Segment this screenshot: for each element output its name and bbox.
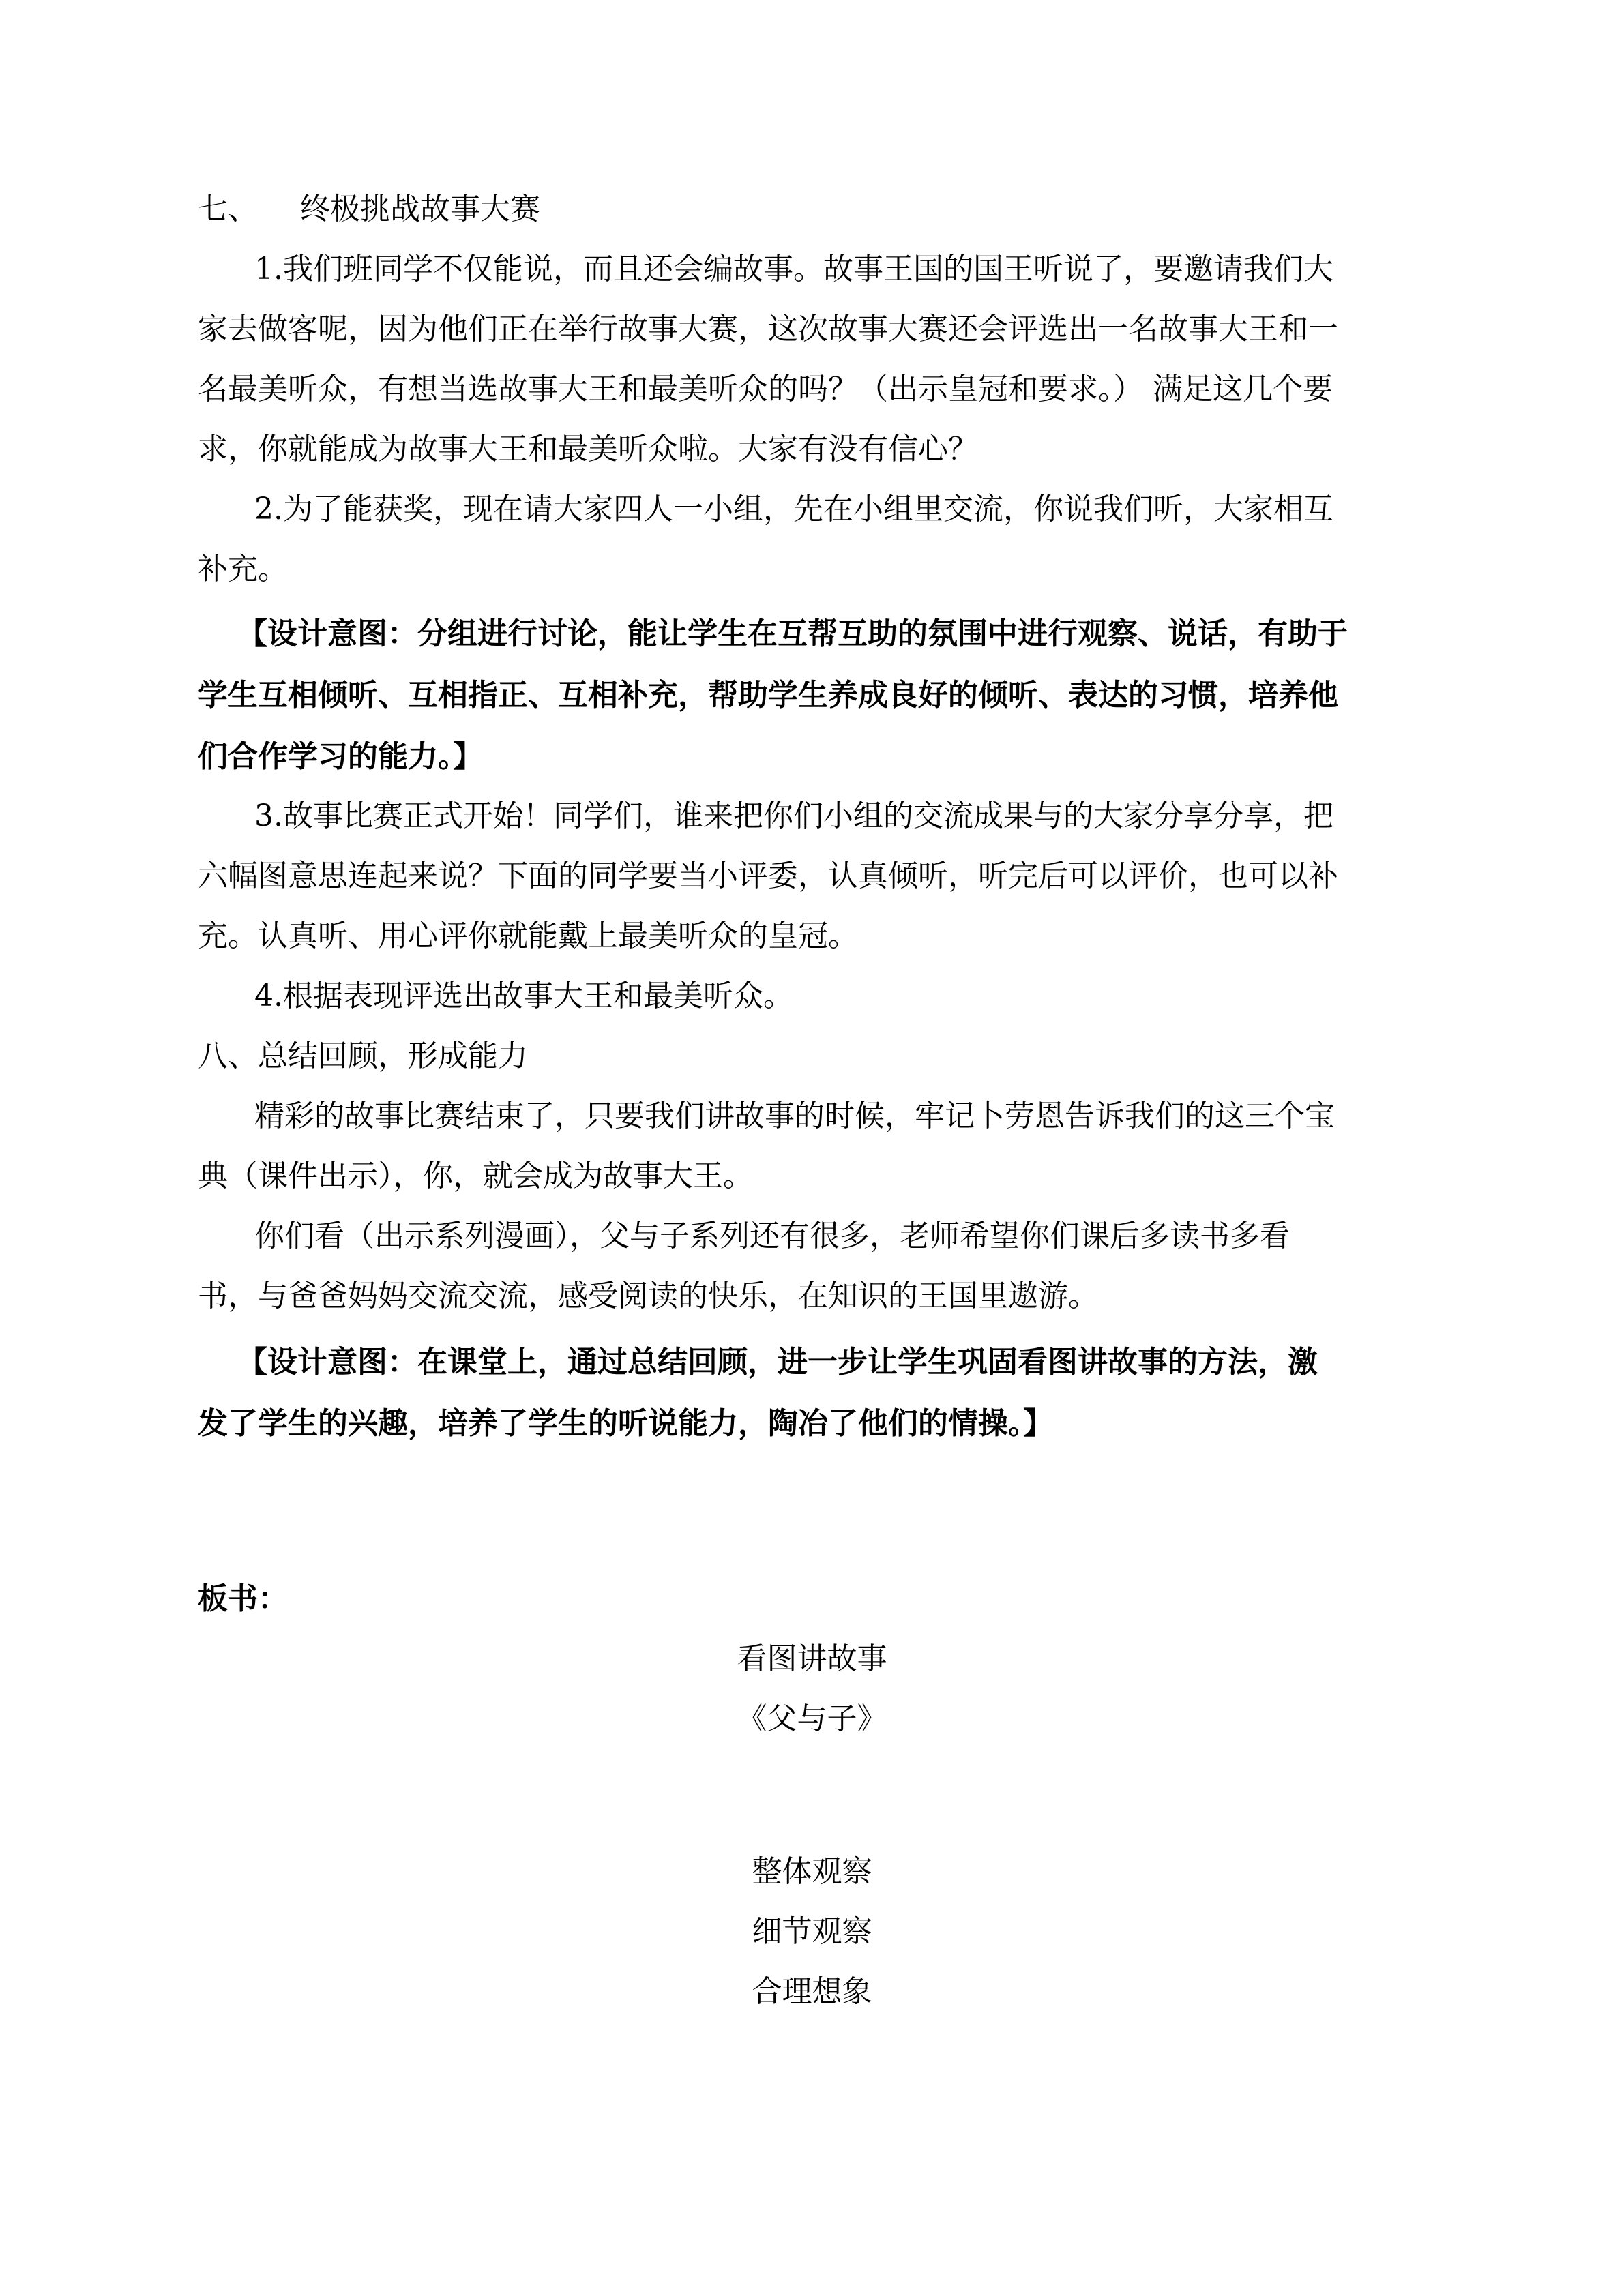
section-7-number: 七、 [198,192,258,226]
paragraph-line: 1.我们班同学不仅能说，而且还会编故事。故事王国的国王听说了，要邀请我们大 [254,252,1333,286]
paragraph-line: 补充。 [198,552,288,586]
paragraph-line: 2.为了能获奖，现在请大家四人一小组，先在小组里交流，你说我们听，大家相互 [254,492,1333,526]
paragraph-line: 4.根据表现评选出故事大王和最美听众。 [254,979,793,1013]
board-label: 板书： [198,1581,288,1616]
paragraph-line: 名最美听众，有想当选故事大王和最美听众的吗？（出示皇冠和要求。） 满足这几个要 [198,372,1333,406]
section-7-heading [198,189,540,230]
board-title: 看图讲故事 [737,1641,887,1676]
paragraph-line: 家去做客呢，因为他们正在举行故事大赛，这次故事大赛还会评选出一名故事大王和一 [198,312,1338,346]
paragraph-line: 充。认真听、用心评你就能戴上最美听众的皇冠。 [198,919,858,953]
design-intent-line: 发了学生的兴趣，培养了学生的听说能力，陶冶了他们的情操。】 [198,1406,1053,1441]
board-item: 细节观察 [752,1914,872,1949]
design-intent-line: 们合作学习的能力。】 [198,739,483,774]
board-item: 合理想象 [752,1974,872,2009]
paragraph-line: 典（课件出示），你，就会成为故事大王。 [198,1159,753,1193]
section-8-heading: 八、总结回顾，形成能力 [198,1039,528,1073]
board-subtitle: 《父与子》 [737,1701,887,1736]
section-7-title: 终极挑战故事大赛 [300,192,540,226]
paragraph-line: 求，你就能成为故事大王和最美听众啦。大家有没有信心？ [198,432,978,466]
design-intent-line: 学生互相倾听、互相指正、互相补充，帮助学生养成良好的倾听、表达的习惯，培养他 [198,678,1338,713]
paragraph-line: 你们看（出示系列漫画），父与子系列还有很多，老师希望你们课后多读书多看 [254,1219,1290,1253]
paragraph-line: 书，与爸爸妈妈交流交流，感受阅读的快乐，在知识的王国里遨游。 [198,1279,1098,1313]
paragraph-line: 精彩的故事比赛结束了，只要我们讲故事的时候，牢记卜劳恩告诉我们的这三个宝 [254,1099,1335,1133]
paragraph-line: 3.故事比赛正式开始！同学们，谁来把你们小组的交流成果与的大家分享分享，把 [254,799,1333,833]
design-intent-line: 【设计意图：在课堂上，通过总结回顾，进一步让学生巩固看图讲故事的方法，激 [237,1345,1318,1380]
paragraph-line: 六幅图意思连起来说？下面的同学要当小评委，认真倾听，听完后可以评价，也可以补 [198,859,1338,893]
board-item: 整体观察 [752,1854,872,1889]
design-intent-line: 【设计意图：分组进行讨论，能让学生在互帮互助的氛围中进行观察、说话，有助于 [237,616,1348,651]
